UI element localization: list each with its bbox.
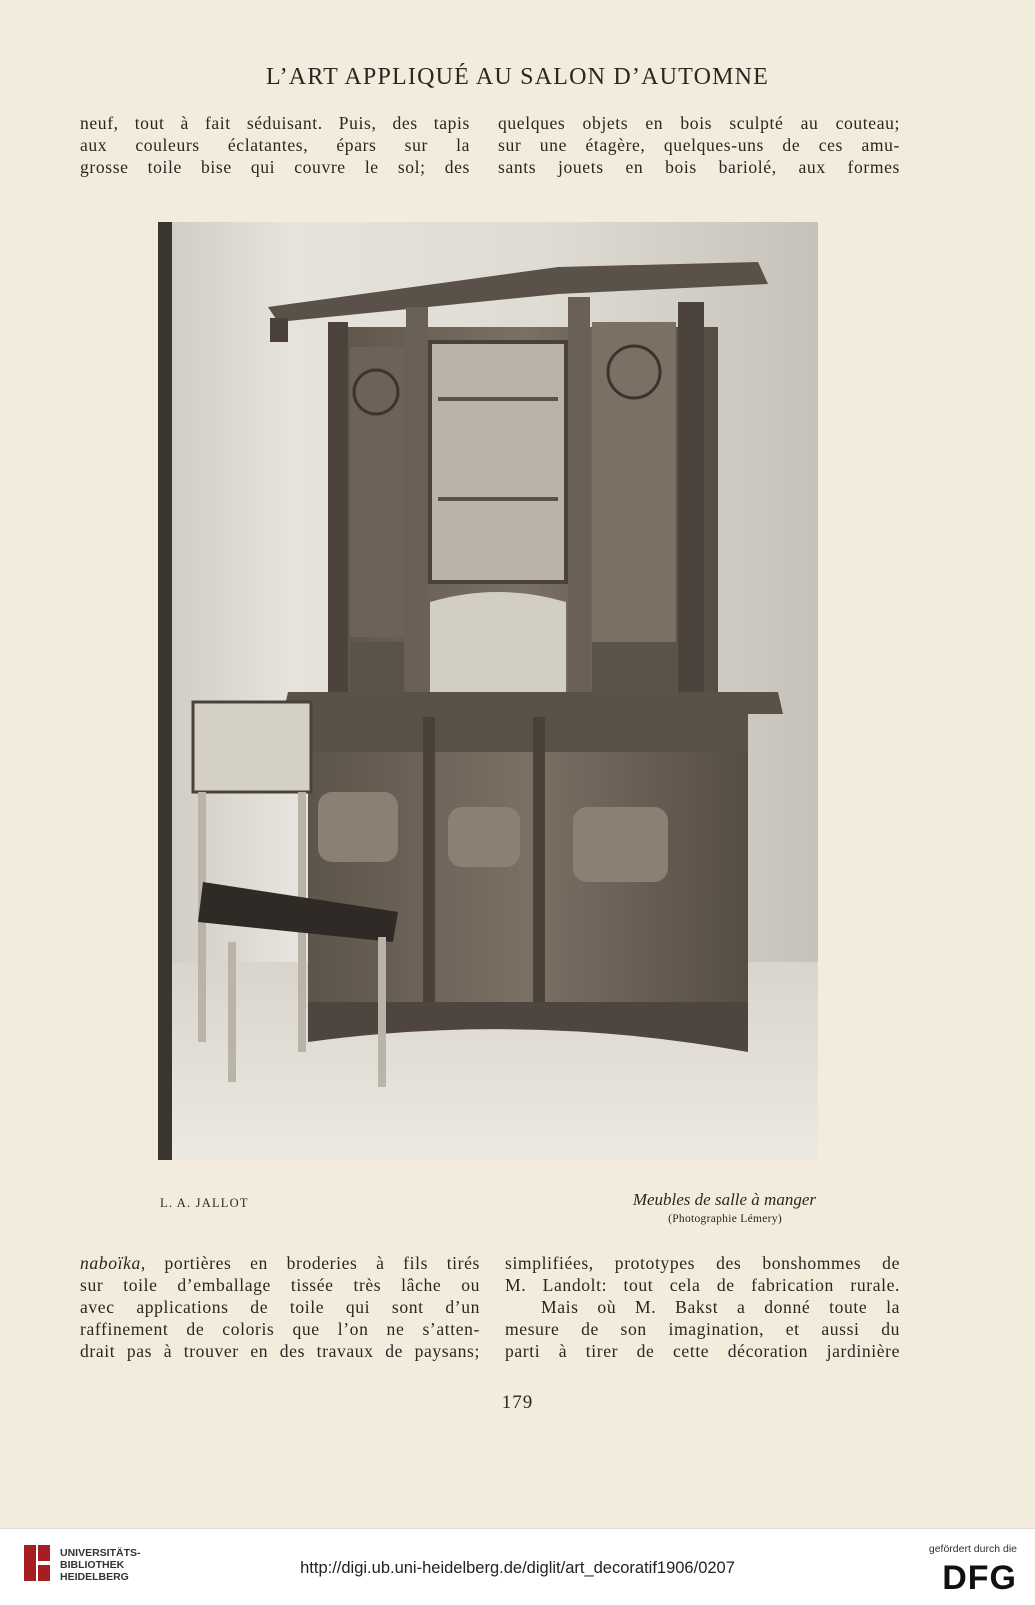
permalink-url[interactable]: http://digi.ub.uni-heidelberg.de/diglit/art_decoratif1906/0207 [300,1559,735,1577]
institution-line: UNIVERSITÄTS- [60,1547,141,1559]
sideboard-photograph [158,222,818,1160]
text-column-top-left [80,112,470,178]
text-line: mesure de son imagination, et aussi du [505,1319,900,1339]
text-line: simplifiées, prototypes des bonshommes de [505,1253,900,1273]
text-line: sur toile d’emballage tissée très lâche ou [80,1275,480,1295]
text-line: aux couleurs éclatantes, épars sur la [80,135,470,155]
text-line: Mais où M. Bakst a donné toute la [541,1297,900,1317]
text-column-top-right [498,112,900,178]
viewer-footer [0,1528,1035,1605]
text-line: sur une étagère, quelques-uns de ces amu- [498,135,900,155]
funder-logo: DFG [942,1559,1017,1597]
institution-line: HEIDELBERG [60,1571,129,1583]
figure-credit: (Photographie Lémery) [668,1213,782,1225]
text-line: sants jouets en bois bariolé, aux formes [498,157,900,177]
figure-artist: L. A. JALLOT [160,1196,249,1210]
text-line: M. Landolt: tout cela de fabrication rurale. [505,1275,900,1295]
funding-note: gefördert durch die [928,1543,1017,1555]
institution-line: BIBLIOTHEK [60,1559,125,1571]
text-line: neuf, tout à fait séduisant. Puis, des tapis [80,113,470,133]
text-line: quelques objets en bois sculpté au couteau; [498,113,900,133]
italic-term: naboïka [80,1253,141,1273]
text-line: grosse toile bise qui couvre le sol; des [80,157,470,177]
page-number: 179 [501,1392,534,1413]
text-column-bottom-right [505,1252,900,1362]
figure-title: Meubles de salle à manger [632,1190,816,1209]
text-line: parti à tirer de cette décoration jardinière [505,1341,900,1361]
text-fragment: , portières en broderies à fils tirés [140,1253,480,1273]
sideboard-illustration [158,222,818,1160]
text-line: avec applications de toile qui sont d’un [80,1297,480,1317]
text-line: drait pas à trouver en des travaux de paysans; [80,1341,480,1361]
text-line: raffinement de coloris que l’on ne s’atten- [80,1319,480,1339]
text-column-bottom-left [80,1252,480,1362]
running-title: L’ART APPLIQUÉ AU SALON D’AUTOMNE [265,64,770,90]
text-line [80,1252,480,1274]
